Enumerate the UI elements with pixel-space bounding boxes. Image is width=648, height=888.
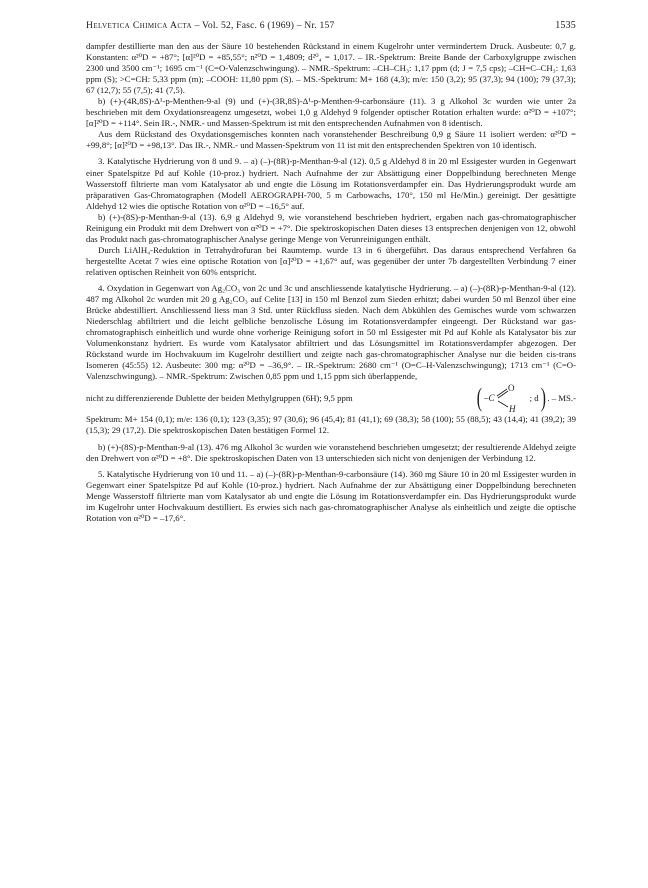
journal-name: Helvetica Chimica Acta (86, 20, 192, 31)
formula-multiplicity: ; d (529, 392, 539, 403)
hydrogen-atom-label: H (508, 404, 516, 414)
aldehyde-formula (475, 383, 576, 413)
formula-close-paren: ) (540, 383, 546, 413)
formula-line-text: nicht zu differenzierende Dublette der beiden Methylgruppen (6H); 9,5 ppm (86, 392, 353, 403)
paragraph-section-3b: b) (+)-(8S)-p-Menthan-9-al (13). 6,9 g Aldehyd 9, wie voranstehend beschrieben hydriert, ergaben nach gas-chromatographischer Reinigung ein Produkt mit dem Drehwert von α²⁰D = +7°. Die spektroskopischen Daten dieses 13 entsprechen denjenigen von 12, obwohl das Produkt nach gas-chromatographischer Analyse geringe Menge von Verunreinigungen enthält. (86, 211, 576, 244)
journal-citation (86, 20, 335, 31)
nmr-formula-line (86, 383, 576, 413)
formula-open-paren: ( (476, 383, 482, 413)
paragraph-2b: b) (+)-(4R,8S)-Δ¹-p-Menthen-9-al (9) und (+)-(3R,8S)-Δ¹-p-Menthen-9-carbonsäure (11). 3 g Alkohol 3c wurden wie unter 2a beschrieben mit dem Oxydationsreagenz umgesetzt, wobei 1,0 g Aldehyd 9 folgender optischer Rotation erhalten wurde: α²⁰D = +107°; [α]²⁰D = +114°. Sein IR.-, NMR.- und Massen-Spektrum ist mit den entsprechenden Aufnahmen von 8 identisch. (86, 96, 576, 129)
paragraph-section-4b: b) (+)-(8S)-p-Menthan-9-al (13). 476 mg Alkohol 3c wurden wie voranstehend beschrieben umgesetzt; der resultierende Aldehyd zeigte den Drehwert von α²⁰D = +8°. Die spektroskopischen Daten von 13 unterschieden sich nicht von denjenigen der Verbindung 12. (86, 441, 576, 463)
paragraph-section-3a: 3. Katalytische Hydrierung von 8 und 9. – a) (–)-(8R)-p-Menthan-9-al (12). 0,5 g Aldehyd 8 in 20 ml Essigester wurden in Gegenwart einer Spatelspitze Pd auf Kohle (10-proz.) hydriert. Nach Aufnahme der zur Absättigung einer Doppelbindung berechneten Menge Wasserstoff filtrierte man vom Katalysator ab und engte die Lösung im Rotationsverdampfer ein. Das Hydrierungsprodukt wurde am präparativen Gas-Chromatographen (Modell AEROGRAPH-700, 5 m Carbowachs, 170°, 150 ml He/Min.) gereinigt. Der gesättigte Aldehyd 12 wies die optische Rotation von α²⁰D = –16,5° auf. (86, 156, 576, 211)
paragraph-lialh4-reduction: Durch LiAlH₄-Reduktion in Tetrahydrofuran bei Raumtemp. wurde 13 in 6 übergeführt. Das daraus entsprechend Verfahren 6a hergestellte Acetat 7 wies eine optische Rotation von [α]²⁰D = +1,67° auf, was gegenüber der unter 7b dargestellten Verbindung 7 einer relativen optischen Reinheit von 60% entspricht. (86, 244, 576, 277)
paragraph-section-4a: 4. Oxydation in Gegenwart von Ag₂CO₃ von 2c und 3c und anschliessende katalytische Hydrierung. – a) (–)-(8R)-p-Menthan-9-al (12). 487 mg Alkohol 2c wurden mit 20 g Ag₂CO₃ auf Celite [13] in 150 ml Benzol zum Sieden erhitzt; dabei wurden 50 ml Benzol über eine Brücke abdestilliert. Anschliessend liess man 3 Std. unter Rückfluss sieden. Nach dem Abkühlen des Gemisches wurde vom schwarzen Niederschlag abfiltriert und die leicht gelbliche benzolische Lösung im Rotationsverdampfer eingeengt. Der Rückstand war gas-chromatographisch einheitlich und wurde ohne vorherige Reinigung sofort in 50 ml Essigester mit Pd auf Kohle als Katalysator bis zur Volumenkonstanz hydriert. Es wurde vom Katalysator abfiltriert und das Lösungsmittel im Rotationsverdampfer abgezogen. Der Rückstand wurde im Hochvakuum im Kugelrohr destilliert und zeigte nach gas-chromatographischer Analyse nur die beiden cis-trans Isomeren (45:55) 12. Ausbeute: 300 mg: α²⁰D = –36,9°. – IR.-Spektrum: 2680 cm⁻¹ (O=C–H-Valenzschwingung); 1713 cm⁻¹ (C=O-Valenzschwingung). – NMR.-Spektrum: Zwischen 0,85 ppm und 1,15 ppm sich überlappende, (86, 282, 576, 382)
oxygen-atom-label: O (507, 383, 515, 394)
volume-info: – Vol. 52, Fasc. 6 (1969) – Nr. 157 (192, 20, 335, 31)
page-number: 1535 (555, 20, 576, 31)
aldehyde-group-structure (484, 383, 530, 413)
running-header (86, 20, 576, 31)
single-bond-line (498, 401, 508, 407)
paragraph-acid-11: Aus dem Rückstand des Oxydationsgemisches konnten nach voranstehender Beschreibung 0,9 g Säure 11 isoliert werden: α²⁰D = +99,8°; [α]²⁰D = +98,13°. Das IR.-, NMR.- und Massen-Spektrum von 11 ist mit den entsprechenden Spektren von 10 identisch. (86, 129, 576, 151)
paragraph-ms-spectrum: Spektrum: M+ 154 (0,1); m/e: 136 (0,1); 123 (3,35); 97 (30,6); 96 (45,4); 81 (41,1); 69 (38,3); 58 (100); 55 (88,5); 43 (14,4); 41 (39,2); 39 (15,3); 29 (17,2). Die spektroskopischen Daten bestätigen Formel 12. (86, 414, 576, 436)
carbon-atom-label: –C (483, 393, 495, 404)
formula-line-after: . – MS.- (547, 392, 576, 403)
paragraph-acid-10-data: dampfer destillierte man den aus der Säure 10 bestehenden Rückstand in einem Kugelrohr unter vermindertem Druck. Ausbeute: 0,7 g. Konstanten: α²⁰D = +87°; [α]²⁰D = +85,55°; n²⁰D = 1,4809; d²⁰₄ = 1,017. – IR.-Spektrum: Breite Bande der Carboxylgruppe zwischen 2300 und 3500 cm⁻¹; 1695 cm⁻¹ (C=O-Valenzschwingung). – NMR.-Spektrum: –CH–CH₃: 1,17 ppm (d; J = 7,5 cps); –CH=C–CH₃: 1,63 ppm (S); >C=CH: 5,33 ppm (m); –COOH: 11,80 ppm (S). – MS.-Spektrum: M+ 168 (4,3); m/e: 150 (3,2); 95 (37,3); 94 (100); 79 (37,3); 67 (12,7); 55 (7,5); 41 (7,5). (86, 41, 576, 96)
paragraph-section-5a: 5. Katalytische Hydrierung von 10 und 11. – a) (–)-(8R)-p-Menthan-9-carbonsäure (14). 360 mg Säure 10 in 20 ml Essigester wurden in Gegenwart einer Spatelspitze Pd auf Kohle (10-proz.) hydriert. Nach Aufnahme der zur Absättigung einer Doppelbindung berechneten Menge Wasserstoff filtrierte man vom Katalysator ab und engte die Lösung im Rotationsverdampfer ein. Das Hydrierungsprodukt wurde im Kugelrohr unter Hochvakuum destilliert. Es erwies sich nach gas-chromatographischer Analyse als einheitlich und zeigte die optische Rotation von α²⁰D = –17,6°. (86, 468, 576, 523)
